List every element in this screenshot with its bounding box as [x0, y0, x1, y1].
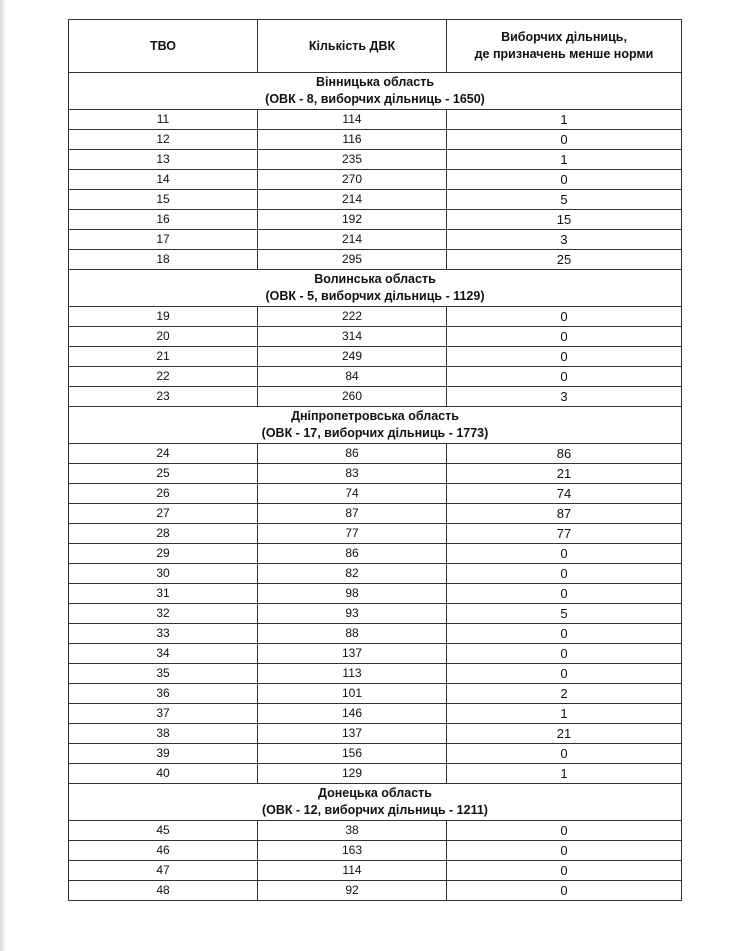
- cell-below-norm: 0: [447, 347, 682, 367]
- region-name: Дніпропетровська область: [291, 409, 459, 423]
- cell-dvk-count: 295: [258, 250, 447, 270]
- table-row: [69, 604, 682, 624]
- cell-tvo: 22: [69, 367, 258, 387]
- table-body: [69, 73, 682, 901]
- table-row: [69, 644, 682, 664]
- cell-below-norm: 3: [447, 230, 682, 250]
- table-row: [69, 367, 682, 387]
- cell-dvk-count: 192: [258, 210, 447, 230]
- cell-below-norm: 0: [447, 664, 682, 684]
- cell-dvk-count: 98: [258, 584, 447, 604]
- region-summary: (ОВК - 17, виборчих дільниць - 1773): [261, 426, 489, 440]
- cell-dvk-count: 270: [258, 170, 447, 190]
- table-header-row: [69, 20, 682, 73]
- cell-below-norm: 0: [447, 307, 682, 327]
- cell-below-norm: 0: [447, 881, 682, 901]
- cell-dvk-count: 87: [258, 504, 447, 524]
- cell-dvk-count: 214: [258, 190, 447, 210]
- cell-dvk-count: 146: [258, 704, 447, 724]
- cell-tvo: 17: [69, 230, 258, 250]
- cell-tvo: 35: [69, 664, 258, 684]
- cell-below-norm: 5: [447, 604, 682, 624]
- cell-tvo: 18: [69, 250, 258, 270]
- region-summary: (ОВК - 5, виборчих дільниць - 1129): [265, 289, 485, 303]
- table-row: [69, 764, 682, 784]
- cell-tvo: 12: [69, 130, 258, 150]
- table-row: [69, 544, 682, 564]
- cell-tvo: 14: [69, 170, 258, 190]
- cell-below-norm: 87: [447, 504, 682, 524]
- cell-tvo: 23: [69, 387, 258, 407]
- cell-tvo: 13: [69, 150, 258, 170]
- header-col3-line2: де призначень менше норми: [474, 47, 654, 61]
- header-stations-below-norm: [447, 20, 682, 73]
- table-row: [69, 704, 682, 724]
- cell-dvk-count: 163: [258, 841, 447, 861]
- cell-tvo: 28: [69, 524, 258, 544]
- cell-tvo: 26: [69, 484, 258, 504]
- cell-dvk-count: 114: [258, 861, 447, 881]
- table-row: [69, 624, 682, 644]
- cell-dvk-count: 314: [258, 327, 447, 347]
- table-row: [69, 387, 682, 407]
- cell-below-norm: 5: [447, 190, 682, 210]
- table-row: [69, 210, 682, 230]
- cell-dvk-count: 114: [258, 110, 447, 130]
- table-row: [69, 230, 682, 250]
- table-row: [69, 584, 682, 604]
- cell-dvk-count: 260: [258, 387, 447, 407]
- cell-tvo: 24: [69, 444, 258, 464]
- cell-tvo: 48: [69, 881, 258, 901]
- cell-below-norm: 0: [447, 564, 682, 584]
- cell-below-norm: 0: [447, 624, 682, 644]
- cell-tvo: 37: [69, 704, 258, 724]
- table-row: [69, 130, 682, 150]
- region-row: [69, 270, 682, 307]
- region-heading: [69, 73, 682, 110]
- cell-dvk-count: 83: [258, 464, 447, 484]
- cell-below-norm: 1: [447, 150, 682, 170]
- cell-below-norm: 1: [447, 764, 682, 784]
- region-heading: [69, 407, 682, 444]
- cell-dvk-count: 214: [258, 230, 447, 250]
- cell-dvk-count: 116: [258, 130, 447, 150]
- table-row: [69, 307, 682, 327]
- cell-below-norm: 1: [447, 110, 682, 130]
- cell-below-norm: 86: [447, 444, 682, 464]
- cell-tvo: 20: [69, 327, 258, 347]
- table-row: [69, 347, 682, 367]
- table-row: [69, 724, 682, 744]
- table-row: [69, 464, 682, 484]
- cell-dvk-count: 86: [258, 444, 447, 464]
- region-summary: (ОВК - 12, виборчих дільниць - 1211): [262, 803, 488, 817]
- cell-dvk-count: 101: [258, 684, 447, 704]
- cell-below-norm: 1: [447, 704, 682, 724]
- cell-dvk-count: 86: [258, 544, 447, 564]
- table-row: [69, 150, 682, 170]
- table-row: [69, 190, 682, 210]
- header-col3-line1: Виборчих дільниць,: [501, 30, 627, 44]
- region-row: [69, 73, 682, 110]
- cell-below-norm: 3: [447, 387, 682, 407]
- cell-below-norm: 0: [447, 841, 682, 861]
- cell-tvo: 11: [69, 110, 258, 130]
- cell-below-norm: 0: [447, 821, 682, 841]
- cell-dvk-count: 74: [258, 484, 447, 504]
- cell-dvk-count: 137: [258, 644, 447, 664]
- cell-dvk-count: 222: [258, 307, 447, 327]
- cell-below-norm: 15: [447, 210, 682, 230]
- table-row: [69, 504, 682, 524]
- table-row: [69, 821, 682, 841]
- cell-dvk-count: 88: [258, 624, 447, 644]
- cell-dvk-count: 249: [258, 347, 447, 367]
- table-row: [69, 861, 682, 881]
- cell-tvo: 25: [69, 464, 258, 484]
- region-name: Вінницька область: [315, 75, 435, 89]
- cell-below-norm: 0: [447, 130, 682, 150]
- cell-below-norm: 25: [447, 250, 682, 270]
- cell-tvo: 15: [69, 190, 258, 210]
- polling-stations-table: [68, 19, 682, 901]
- table-row: [69, 110, 682, 130]
- cell-below-norm: 0: [447, 544, 682, 564]
- cell-tvo: 32: [69, 604, 258, 624]
- cell-tvo: 34: [69, 644, 258, 664]
- cell-below-norm: 0: [447, 367, 682, 387]
- cell-tvo: 27: [69, 504, 258, 524]
- cell-below-norm: 0: [447, 170, 682, 190]
- cell-dvk-count: 38: [258, 821, 447, 841]
- cell-dvk-count: 93: [258, 604, 447, 624]
- header-tvo: ТВО: [69, 20, 258, 73]
- cell-below-norm: 0: [447, 327, 682, 347]
- region-name: Волинська область: [314, 272, 436, 286]
- cell-tvo: 21: [69, 347, 258, 367]
- region-name: Донецька область: [318, 786, 432, 800]
- region-heading: [69, 784, 682, 821]
- cell-dvk-count: 113: [258, 664, 447, 684]
- page-edge-shadow: [0, 0, 6, 951]
- cell-tvo: 36: [69, 684, 258, 704]
- table-row: [69, 484, 682, 504]
- header-dvk-count: Кількість ДВК: [258, 20, 447, 73]
- cell-tvo: 33: [69, 624, 258, 644]
- table-row: [69, 170, 682, 190]
- region-row: [69, 407, 682, 444]
- cell-tvo: 39: [69, 744, 258, 764]
- cell-tvo: 19: [69, 307, 258, 327]
- cell-tvo: 16: [69, 210, 258, 230]
- cell-below-norm: 2: [447, 684, 682, 704]
- cell-below-norm: 0: [447, 644, 682, 664]
- table-row: [69, 444, 682, 464]
- table-row: [69, 684, 682, 704]
- cell-tvo: 38: [69, 724, 258, 744]
- cell-below-norm: 0: [447, 744, 682, 764]
- cell-below-norm: 77: [447, 524, 682, 544]
- cell-dvk-count: 137: [258, 724, 447, 744]
- cell-dvk-count: 235: [258, 150, 447, 170]
- table-row: [69, 664, 682, 684]
- table-row: [69, 327, 682, 347]
- cell-dvk-count: 77: [258, 524, 447, 544]
- cell-below-norm: 0: [447, 861, 682, 881]
- cell-below-norm: 0: [447, 584, 682, 604]
- cell-dvk-count: 156: [258, 744, 447, 764]
- cell-below-norm: 21: [447, 464, 682, 484]
- table-row: [69, 564, 682, 584]
- cell-below-norm: 21: [447, 724, 682, 744]
- table-row: [69, 744, 682, 764]
- cell-tvo: 40: [69, 764, 258, 784]
- cell-tvo: 45: [69, 821, 258, 841]
- cell-tvo: 30: [69, 564, 258, 584]
- cell-tvo: 29: [69, 544, 258, 564]
- cell-dvk-count: 82: [258, 564, 447, 584]
- cell-dvk-count: 92: [258, 881, 447, 901]
- table-row: [69, 881, 682, 901]
- cell-dvk-count: 84: [258, 367, 447, 387]
- region-heading: [69, 270, 682, 307]
- cell-dvk-count: 129: [258, 764, 447, 784]
- cell-tvo: 46: [69, 841, 258, 861]
- table-row: [69, 250, 682, 270]
- region-row: [69, 784, 682, 821]
- cell-tvo: 47: [69, 861, 258, 881]
- table-row: [69, 524, 682, 544]
- region-summary: (ОВК - 8, виборчих дільниць - 1650): [265, 92, 485, 106]
- cell-tvo: 31: [69, 584, 258, 604]
- cell-below-norm: 74: [447, 484, 682, 504]
- table-row: [69, 841, 682, 861]
